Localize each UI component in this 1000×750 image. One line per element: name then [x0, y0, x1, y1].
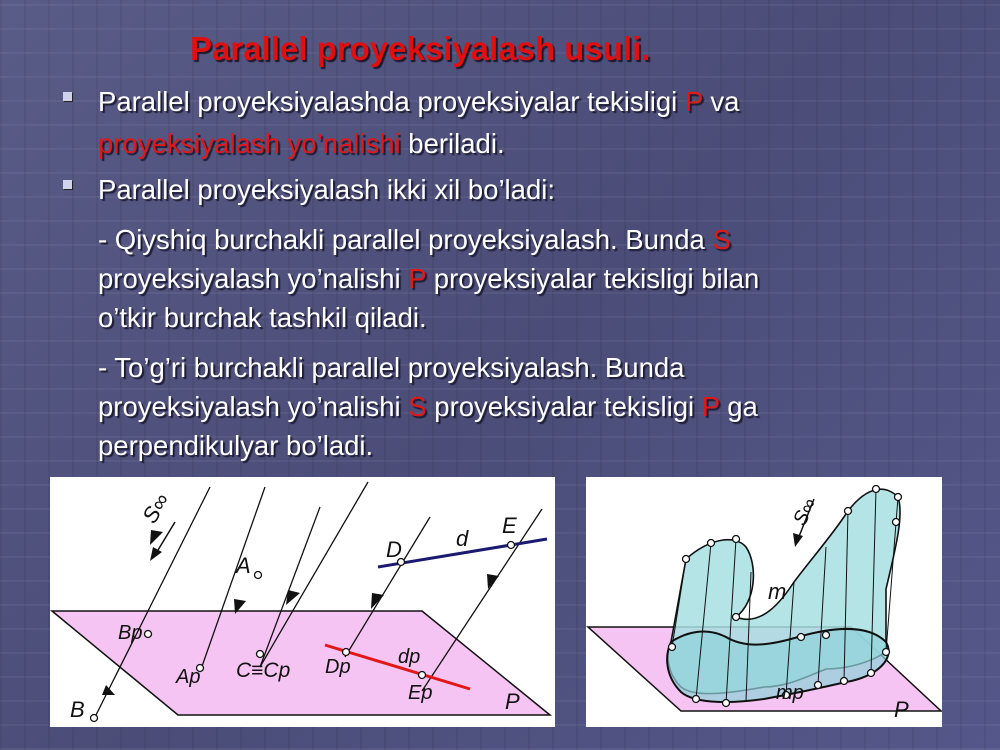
- label-ep: Ep: [408, 682, 433, 704]
- label-dp: Dp: [325, 656, 351, 678]
- para1-line2: [98, 263, 759, 295]
- para2-line3: perpendikulyar bo’ladi.: [98, 430, 374, 461]
- label-m: m: [768, 579, 787, 604]
- bullet1-text-a: Parallel proyeksiyalashda proyeksiyalar tekisligi: [98, 86, 685, 117]
- para2-text-d: proyeksiyalar tekisligi: [426, 391, 702, 422]
- label-a: A: [236, 553, 251, 578]
- para2-p: P: [701, 391, 720, 422]
- label-dp-line: dp: [398, 646, 421, 668]
- para1-s: S: [712, 224, 731, 255]
- bullet1-plane-p: P: [684, 86, 703, 117]
- bullet1-text-c: va: [702, 86, 740, 117]
- label-c-cp: C≡Cp: [236, 659, 291, 682]
- label-s-right: S∞: [788, 494, 822, 530]
- para1-text-a: - Qiyshiq burchakli parallel proyeksiyalash. Bunda: [98, 224, 713, 255]
- bullet1-direction: proyeksiyalash yo’nalishi: [98, 128, 401, 159]
- para1-line3: o’tkir burchak tashkil qiladi.: [98, 302, 427, 333]
- bullet2-line: Parallel proyeksiyalash ikki xil bo’ladi:: [98, 174, 555, 205]
- bullet1-line1: [98, 86, 739, 118]
- label-e: E: [502, 513, 517, 538]
- label-d-line: d: [456, 526, 469, 551]
- para2-text-b: proyeksiyalash yo’nalishi: [98, 391, 409, 422]
- para1-line1: [98, 224, 731, 256]
- para2-s: S: [408, 391, 427, 422]
- label-ap: Ap: [176, 666, 201, 688]
- para2-line1: - To’g’ri burchakli parallel proyeksiyalash. Bunda: [98, 352, 685, 383]
- slide-title: Parallel proyeksiyalash usuli.: [190, 30, 651, 67]
- bullet-marker-2: [63, 180, 72, 189]
- para2-text-f: ga: [719, 391, 758, 422]
- bullet1-text-e: beriladi.: [400, 128, 505, 159]
- para1-text-e: proyeksiyalar tekisligi bilan: [426, 263, 760, 294]
- para2-line2: [98, 391, 758, 423]
- label-s-left: S∞: [137, 488, 175, 528]
- orthogonal-projection-figure: [586, 477, 942, 727]
- oblique-projection-figure: [50, 477, 555, 727]
- label-d: D: [386, 537, 402, 562]
- bullet-marker-1: [63, 92, 72, 101]
- para1-p: P: [408, 263, 427, 294]
- label-bp: Bp: [118, 622, 143, 644]
- label-mp: mp: [776, 682, 804, 704]
- label-b: B: [70, 697, 85, 722]
- label-p-right: P: [894, 697, 909, 722]
- para1-text-c: proyeksiyalash yo’nalishi: [98, 263, 409, 294]
- label-p-left: P: [505, 689, 520, 714]
- bullet1-line2: [98, 128, 505, 160]
